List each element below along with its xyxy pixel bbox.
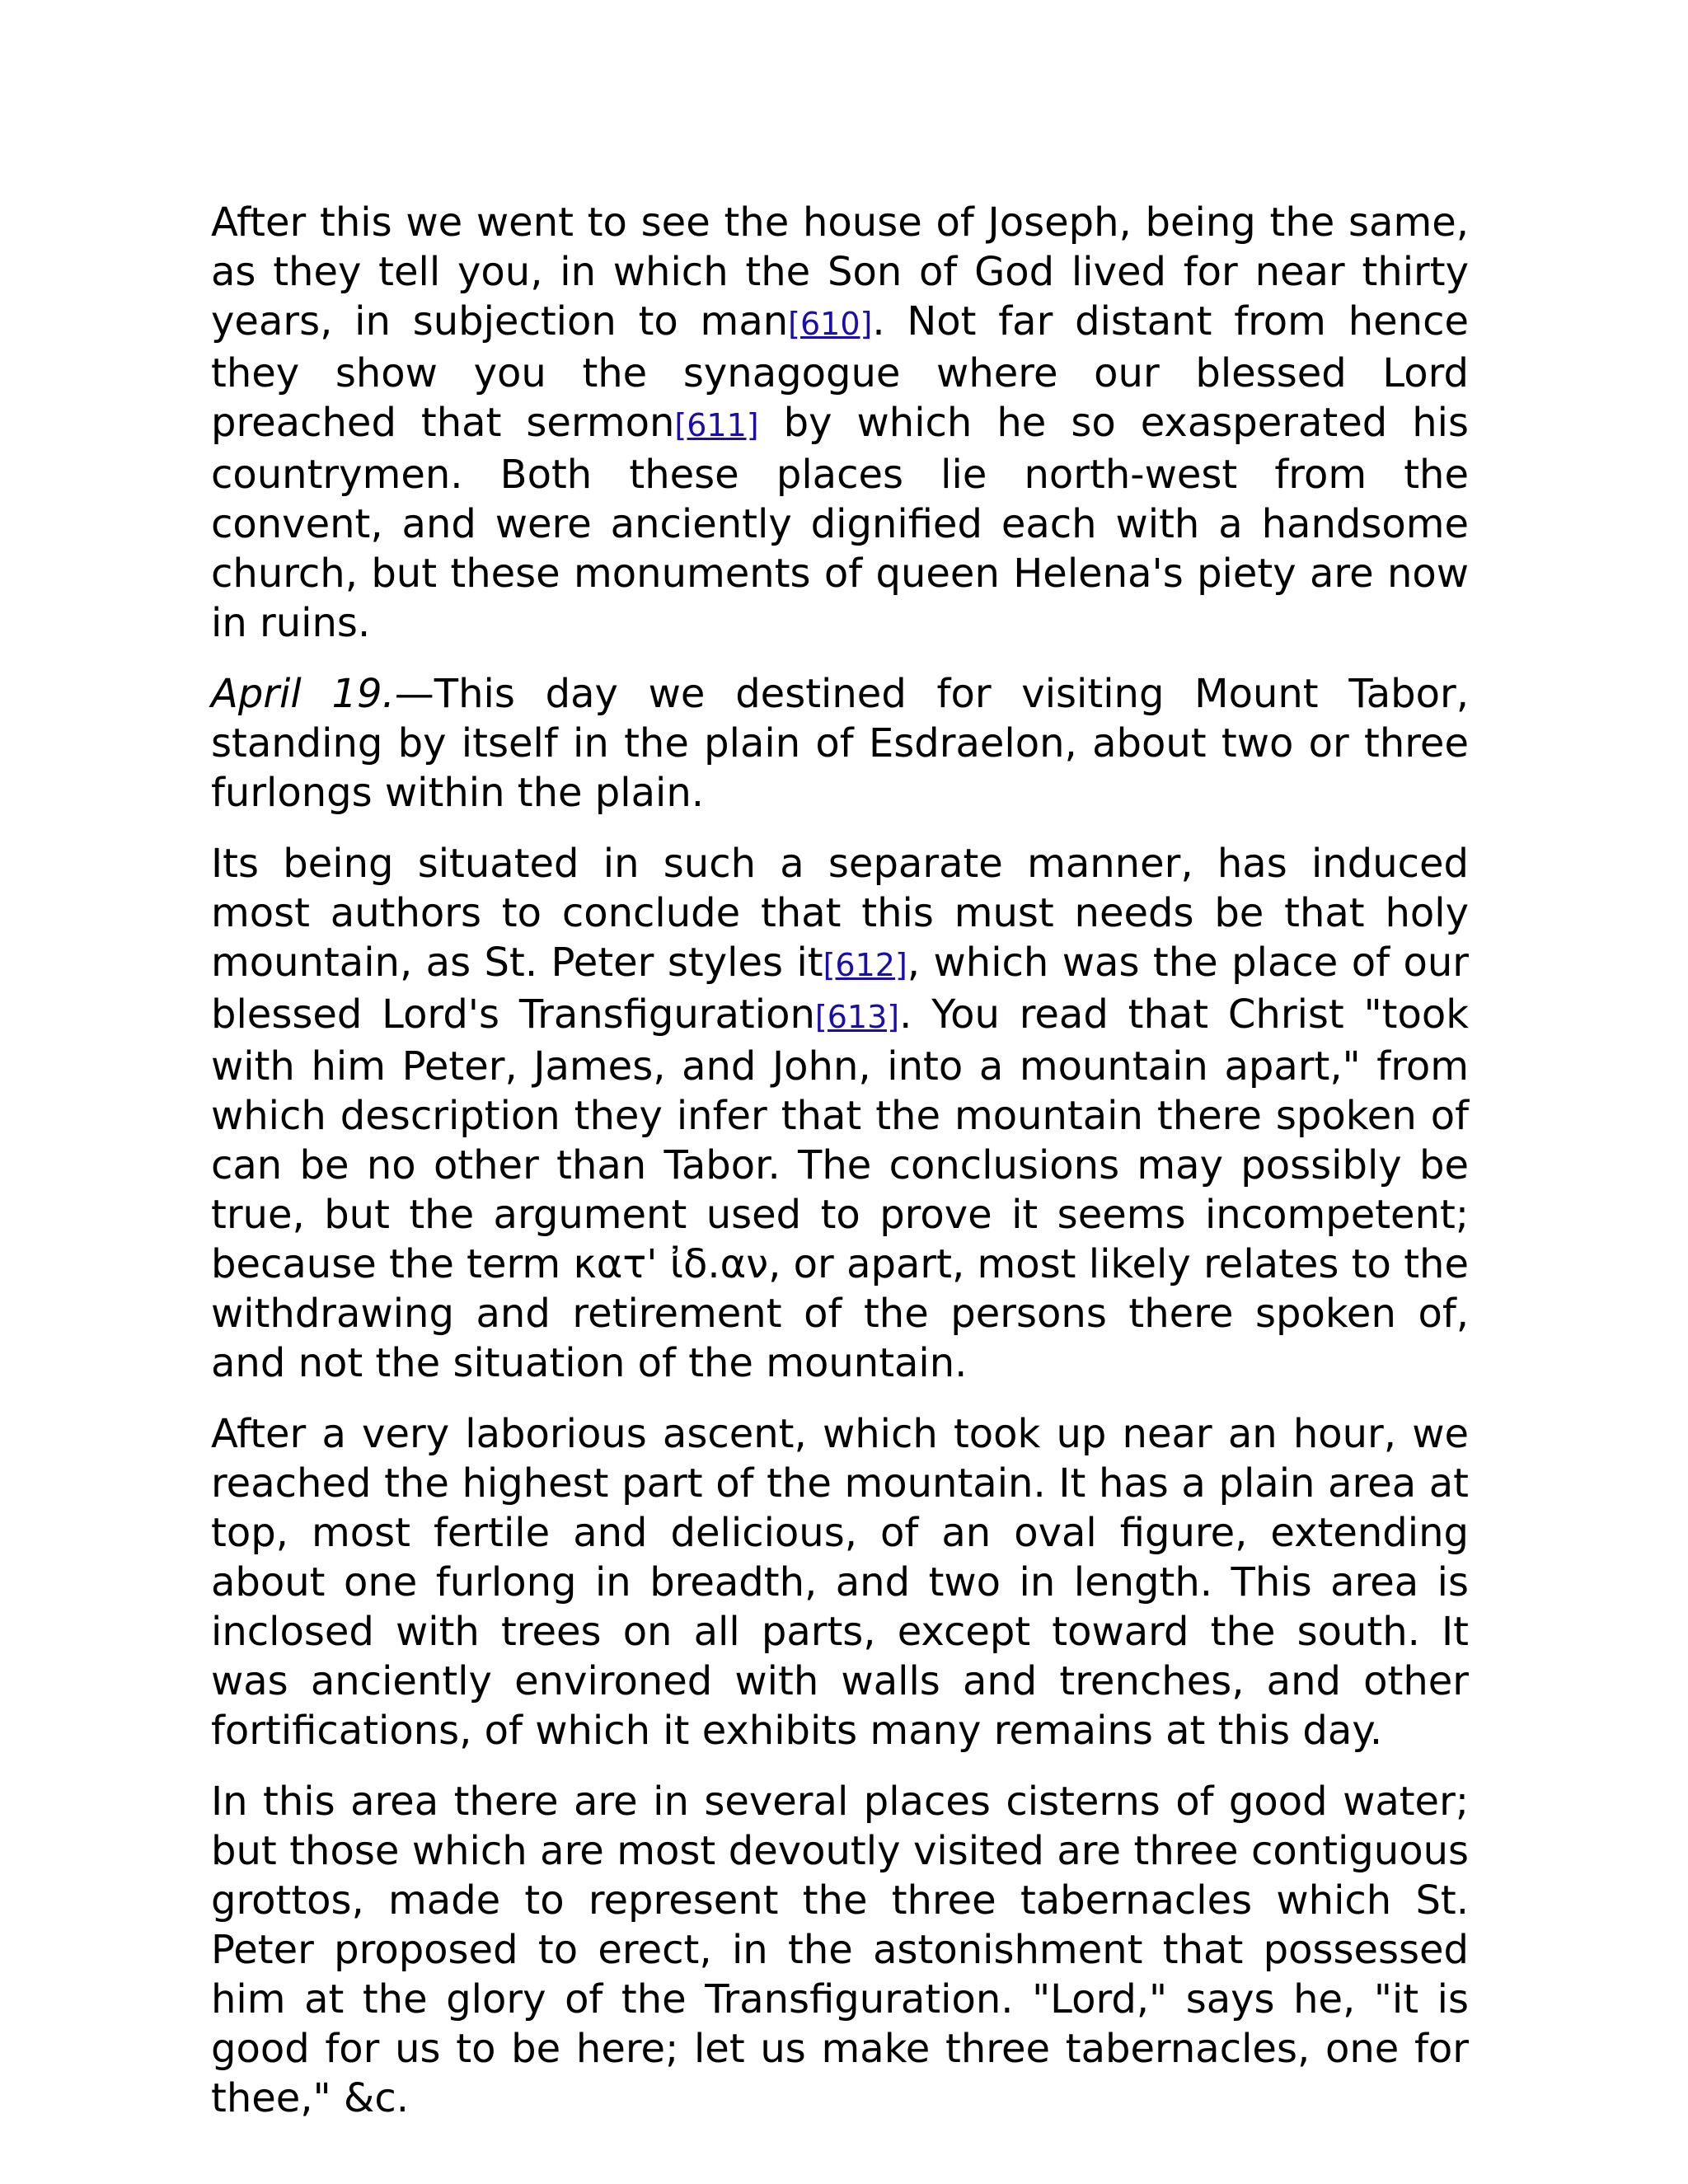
paragraph-april-19	[211, 669, 1469, 818]
footnote-link-612[interactable]: [612]	[823, 947, 907, 983]
text-run: After a very laborious ascent, which took up near an hour, we reached the highest part of the mountain. It has a plain area at top, most fertile and delicious, of an oval figure, extending about one furlong in breadth, and two in length. This area is inclosed with trees on all parts, except toward the south. It was anciently environed with walls and trenches, and other fortifications, of which it exhibits many remains at this day.	[211, 1411, 1469, 1754]
text-run: In this area there are in several places cisterns of good water; but those which are most devoutly visited are three contiguous grottos, made to represent the three tabernacles which St. Peter proposed to erect, in the astonishment that possessed him at the glory of the Transfiguration. "Lord," says he, "it is good for us to be here; let us make three tabernacles, one for thee," &c.	[211, 1779, 1469, 2121]
text-run: , which was the place of our blessed Lord's Transfiguration	[211, 940, 1470, 1038]
text-run: . You read that Christ "took with him Peter, James, and John, into a mountain apart," from which description they infer that the mountain there spoken of can be no other than Tabor. The conclusions may possibly be true, but the argument used to prove it seems incompetent; because the term κατ' ἰδ.αν, or apart, most likely relates to the withdrawing and retirement of the persons there spoken of, and not the situation of the mountain.	[211, 991, 1469, 1386]
text-run: —This day we destined for visiting Mount Tabor, standing by itself in the plain of Esdraelon, about two or three furlongs within the plain.	[211, 671, 1469, 816]
footnote-link-610[interactable]: [610]	[788, 306, 873, 342]
footnote-link-613[interactable]: [613]	[814, 999, 900, 1035]
date-heading: April 19.	[211, 671, 395, 717]
document-page	[211, 198, 1469, 2144]
paragraph-holy-mountain	[211, 839, 1469, 1388]
footnote-link-611[interactable]: [611]	[674, 407, 759, 443]
paragraph-ascent	[211, 1409, 1469, 1755]
text-run: by which he so exasperated his countrymen. Both these places lie north-west from the convent, and were anciently dignified each with a handsome church, but these monuments of queen Helena's piety are now in ruins.	[211, 400, 1470, 646]
text-run: . Not far distant from hence they show you the synagogue where our blessed Lord preached that sermon	[211, 298, 1469, 446]
text-run: Its being situated in such a separate manner, has induced most authors to conclude that this must needs be that holy mountain, as St. Peter styles it	[211, 841, 1469, 986]
text-run: After this we went to see the house of Joseph, being the same, as they tell you, in which the Son of God lived for near thirty years, in subjection to man	[211, 199, 1469, 344]
paragraph-grottos	[211, 1777, 1469, 2123]
paragraph-house-of-joseph	[211, 198, 1469, 648]
